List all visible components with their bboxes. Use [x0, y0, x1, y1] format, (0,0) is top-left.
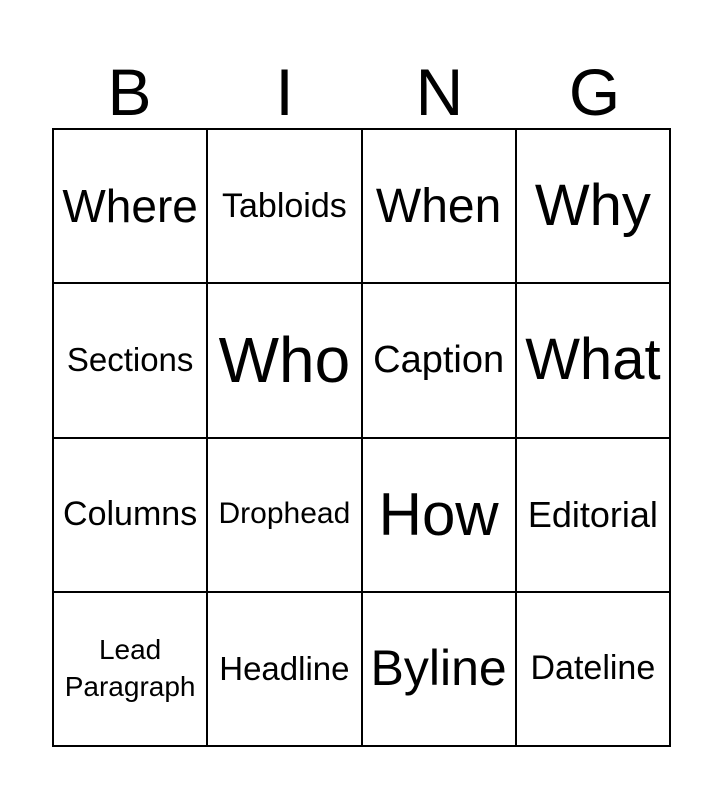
- cell-label: Lead Paragraph: [64, 634, 196, 702]
- header-letter-g: G: [568, 55, 621, 129]
- cell-label: Columns: [63, 495, 198, 534]
- bingo-cell[interactable]: [362, 129, 516, 283]
- bingo-cell[interactable]: [207, 438, 361, 592]
- header-letter-i: I: [275, 55, 294, 129]
- cell-label: Headline: [219, 649, 350, 687]
- cell-label: Byline: [370, 640, 507, 697]
- cell-label: Caption: [373, 338, 505, 381]
- bingo-cell[interactable]: [53, 129, 207, 283]
- bingo-cell[interactable]: [362, 438, 516, 592]
- cell-label: How: [378, 481, 499, 549]
- cell-label: When: [375, 179, 502, 233]
- bingo-cell[interactable]: [516, 283, 670, 437]
- cell-label: Editorial: [527, 493, 658, 535]
- bingo-cell[interactable]: [362, 592, 516, 746]
- bingo-cell[interactable]: [53, 283, 207, 437]
- bingo-cell[interactable]: [207, 129, 361, 283]
- cell-label: What: [525, 327, 661, 393]
- header-letter-b: B: [107, 55, 152, 129]
- header-letter-n: N: [415, 55, 464, 129]
- cell-label: Where: [62, 179, 198, 232]
- cell-label: Dateline: [530, 649, 656, 688]
- cell-label: Why: [534, 172, 651, 238]
- cell-label: Sections: [66, 341, 194, 379]
- bingo-cell[interactable]: [207, 283, 361, 437]
- bingo-cell[interactable]: [207, 592, 361, 746]
- bingo-cell[interactable]: [516, 592, 670, 746]
- bingo-cell[interactable]: [53, 592, 207, 746]
- cell-label: Tabloids: [222, 186, 347, 225]
- bingo-cell[interactable]: [53, 438, 207, 592]
- bingo-grid: [52, 128, 671, 747]
- bingo-cell[interactable]: [516, 129, 670, 283]
- cell-label: Who: [218, 323, 351, 396]
- bingo-cell[interactable]: [516, 438, 670, 592]
- cell-label: Drophead: [218, 497, 351, 531]
- bingo-cell[interactable]: [362, 283, 516, 437]
